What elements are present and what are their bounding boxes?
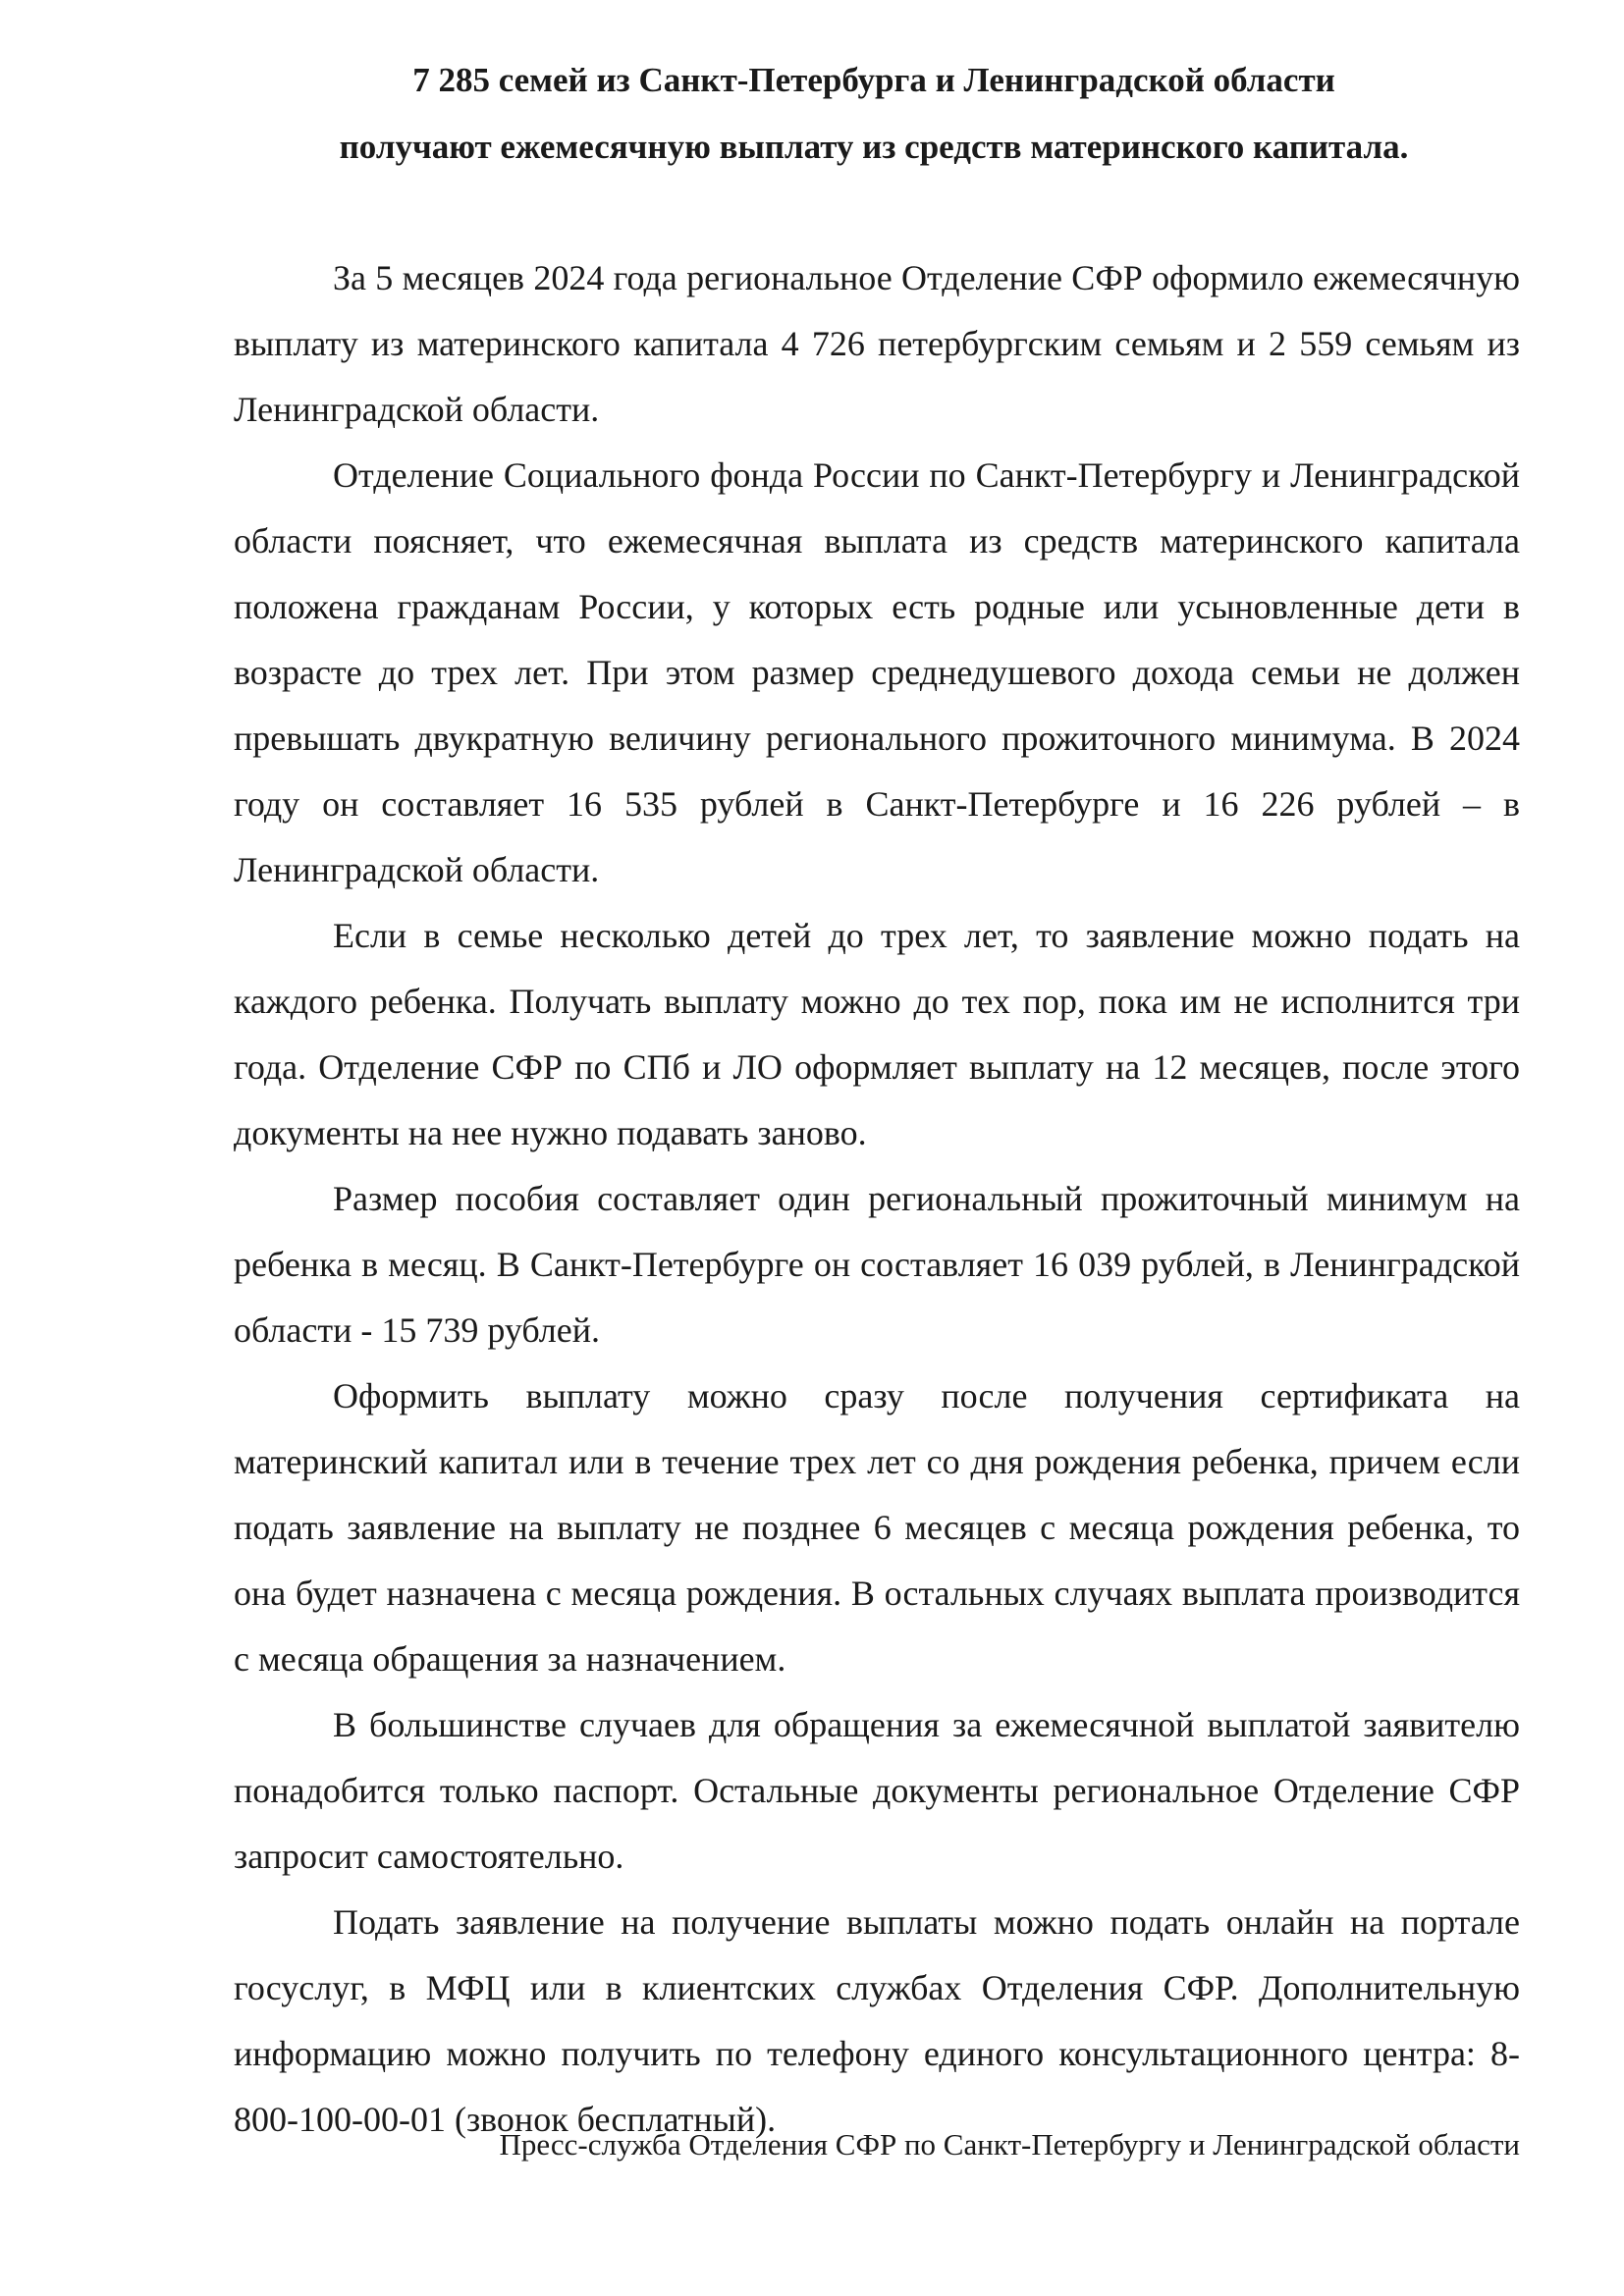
paragraph-4: Размер пособия составляет один региональный прожиточный минимум на ребенка в месяц. В Санкт-Петербурге он составляет 16 039 рублей, в Ленинградской области - 15 739 рублей. <box>234 1179 1520 1350</box>
paragraph-3: Если в семье несколько детей до трех лет, то заявление можно подать на каждого ребенка. Получать выплату можно до тех пор, пока им не исполнится три года. Отделение СФР по СПб и ЛО оформляет выплату на 12 месяцев, после этого документы на нее нужно подавать заново. <box>234 916 1520 1152</box>
document-title-line-2: получают ежемесячную выплату из средств материнского капитала. <box>339 128 1409 166</box>
paragraph-6: В большинстве случаев для обращения за ежемесячной выплатой заявителю понадобится только паспорт. Остальные документы региональное Отделение СФР запросит самостоятельно. <box>234 1705 1520 1876</box>
press-service-signature: Пресс-служба Отделения СФР по Санкт-Петербургу и Ленинградской области <box>499 2127 1520 2162</box>
document-title-line-1: 7 285 семей из Санкт-Петербурга и Ленинградской области <box>412 61 1335 99</box>
paragraph-2: Отделение Социального фонда России по Санкт-Петербургу и Ленинградской области поясняет, что ежемесячная выплата из средств материнского капитала положена гражданам России, у которых есть родные или усыновленные дети в возрасте до трех лет. При этом размер среднедушевого дохода семьи не должен превышать двукратную величину регионального прожиточного минимума. В 2024 году он составляет 16 535 рублей в Санкт-Петербурге и 16 226 рублей – в Ленинградской области. <box>234 455 1520 889</box>
paragraph-7: Подать заявление на получение выплаты можно подать онлайн на портале госуслуг, в МФЦ или в клиентских службах Отделения СФР. Дополнительную информацию можно получить по телефону единого консультационного центра: 8-800-100-00-01 (звонок бесплатный). <box>234 1902 1520 2139</box>
document-body <box>234 245 1520 2153</box>
paragraph-1: За 5 месяцев 2024 года региональное Отделение СФР оформило ежемесячную выплату из материнского капитала 4 726 петербургским семьям и 2 559 семьям из Ленинградской области. <box>234 258 1520 429</box>
paragraph-5: Оформить выплату можно сразу после получения сертификата на материнский капитал или в течение трех лет со дня рождения ребенка, причем если подать заявление на выплату не позднее 6 месяцев с месяца рождения ребенка, то она будет назначена с месяца рождения. В остальных случаях выплата производится с месяца обращения за назначением. <box>234 1376 1520 1679</box>
